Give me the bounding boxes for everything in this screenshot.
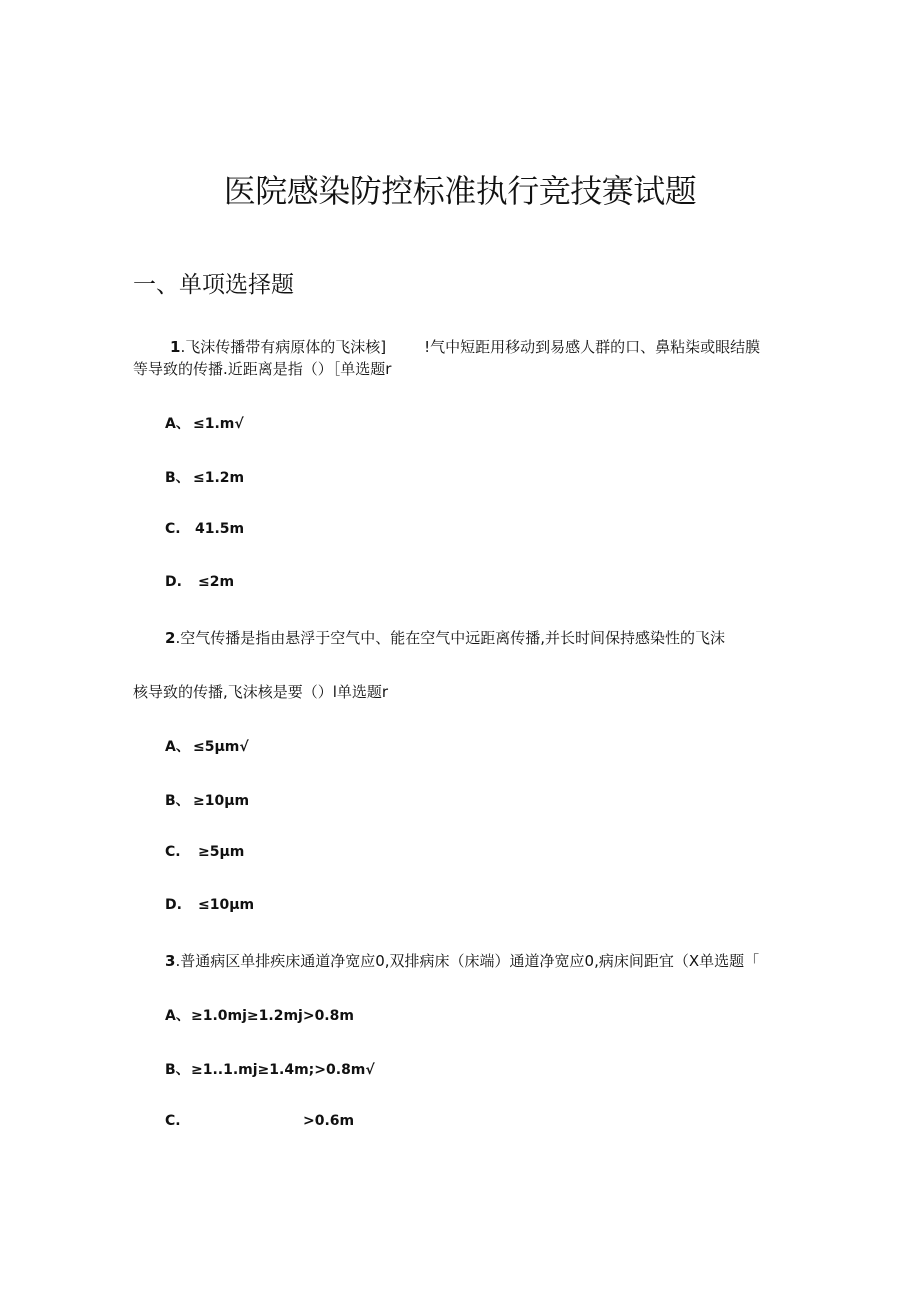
document-title: 医院感染防控标准执行竞技赛试题 bbox=[223, 172, 697, 210]
option-label: B、 bbox=[165, 793, 190, 809]
question-2-number: 2 bbox=[165, 629, 176, 647]
question-2-option-a bbox=[165, 736, 249, 756]
section-heading: 一、单项选择题 bbox=[133, 272, 294, 298]
question-1-number: 1 bbox=[170, 338, 181, 356]
option-text: ≥10μm bbox=[193, 793, 250, 809]
question-3-text: .普通病区单排疾床通道净宽应0,双排病床（床端）通道净宽应0,病床间距宜（X单选题「 bbox=[175, 952, 760, 970]
question-2-text: .空气传播是指由悬浮于空气中、能在空气中远距离传播,并长时间保持感染性的飞沫 bbox=[175, 629, 725, 647]
question-1-line-2: 等导致的传播.近距离是指（）［单选题r bbox=[133, 360, 392, 378]
option-label: C. bbox=[165, 521, 181, 537]
question-3-option-a bbox=[165, 1005, 354, 1025]
question-3-option-b bbox=[165, 1059, 375, 1079]
option-text: ≤5μm√ bbox=[193, 739, 249, 755]
question-1-option-c bbox=[165, 521, 244, 537]
question-2-line-2: 核导致的传播,飞沫核是要（）l单选题r bbox=[133, 683, 389, 701]
option-label: C. bbox=[165, 844, 181, 860]
question-1-option-d bbox=[165, 574, 234, 590]
option-text: ≥1.0mj≥1.2mj>0.8m bbox=[191, 1008, 354, 1024]
question-3-number: 3 bbox=[165, 952, 176, 970]
question-1-option-a bbox=[165, 413, 244, 433]
option-text: ≥1..1.mj≥1.4m;>0.8m√ bbox=[191, 1062, 375, 1078]
question-1-text-b: !气中短距用移动到易感人群的口、鼻粘柒或眼结膜 bbox=[424, 338, 761, 356]
question-2-option-d bbox=[165, 897, 254, 913]
option-label: A、 bbox=[165, 416, 190, 432]
option-label: A、 bbox=[165, 1008, 190, 1024]
option-label: D. bbox=[165, 897, 182, 913]
option-label: A、 bbox=[165, 739, 190, 755]
question-2-option-b bbox=[165, 790, 249, 810]
option-text: 41.5m bbox=[195, 521, 245, 537]
question-1-text-a: .飞沫传播带有病原体的飞沫核] bbox=[180, 338, 387, 356]
question-3-option-c bbox=[165, 1113, 354, 1129]
option-label: D. bbox=[165, 574, 182, 590]
option-text: ≤1.2m bbox=[193, 470, 245, 486]
question-1-line-1 bbox=[170, 336, 760, 357]
option-text: ≤1.m√ bbox=[193, 416, 244, 432]
option-text: >0.6m bbox=[303, 1113, 355, 1129]
option-text: ≤2m bbox=[198, 574, 235, 590]
option-text: ≤10μm bbox=[198, 897, 255, 913]
option-text: ≥5μm bbox=[198, 844, 245, 860]
question-2-line-1 bbox=[165, 627, 725, 648]
option-label: B、 bbox=[165, 1062, 190, 1078]
option-label: C. bbox=[165, 1113, 181, 1129]
question-2-option-c bbox=[165, 844, 244, 860]
question-1-option-b bbox=[165, 467, 244, 487]
question-3-line-1 bbox=[165, 950, 759, 971]
option-label: B、 bbox=[165, 470, 190, 486]
